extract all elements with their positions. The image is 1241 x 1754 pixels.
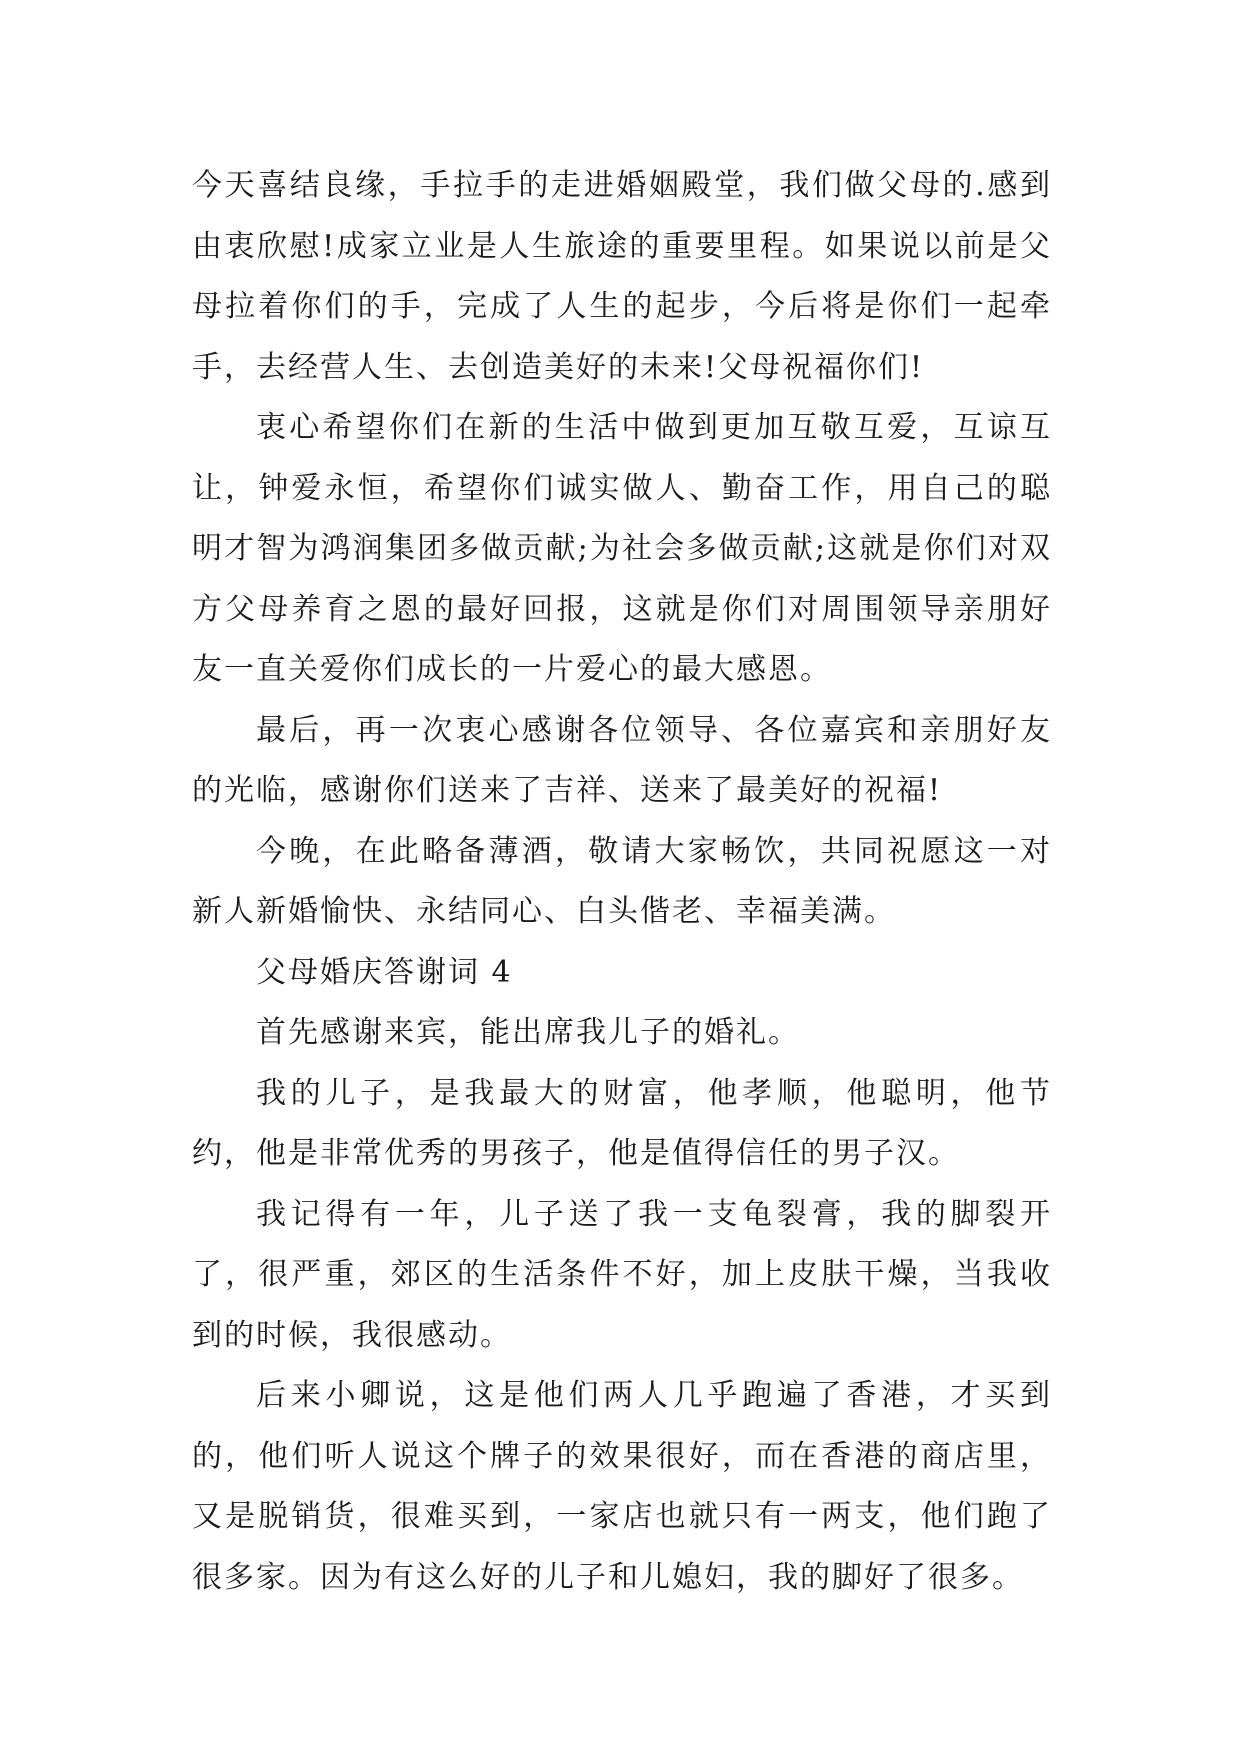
section-heading: 父母婚庆答谢词 4 (256, 954, 513, 990)
document-page (192, 156, 1052, 1608)
paragraph-4: 今晚，在此略备薄酒，敬请大家畅饮，共同祝愿这一对新人新婚愉快、永结同心、白头偕老、幸福美满。 (192, 833, 1052, 929)
paragraph-9: 后来小卿说，这是他们两人几乎跑遍了香港，才买到的，他们听人说这个牌子的效果很好，而在香港的商店里，又是脱销货，很难买到，一家店也就只有一两支，他们跑了很多家。因为有这么好的儿子和儿媳妇，我的脚好了很多。 (192, 1378, 1052, 1595)
paragraph-2: 衷心希望你们在新的生活中做到更加互敬互爱，互谅互让，钟爱永恒，希望你们诚实做人、勤奋工作，用自己的聪明才智为鸿润集团多做贡献;为社会多做贡献;这就是你们对双方父母养育之恩的最好回报，这就是你们对周围领导亲朋好友一直关爱你们成长的一片爱心的最大感恩。 (192, 410, 1052, 687)
paragraph-3: 最后，再一次衷心感谢各位领导、各位嘉宾和亲朋好友的光临，感谢你们送来了吉祥、送来了最美好的祝福! (192, 712, 1052, 808)
paragraph-1: 今天喜结良缘，手拉手的走进婚姻殿堂，我们做父母的.感到由衷欣慰!成家立业是人生旅途的重要里程。如果说以前是父母拉着你们的手，完成了人生的起步，今后将是你们一起牵手，去经营人生、去创造美好的未来!父母祝福你们! (192, 168, 1052, 385)
paragraph-6: 首先感谢来宾，能出席我儿子的婚礼。 (256, 1015, 800, 1050)
paragraph-7: 我的儿子，是我最大的财富，他孝顺，他聪明，他节约，他是非常优秀的男孩子，他是值得信任的男子汉。 (192, 1075, 1052, 1171)
paragraph-8: 我记得有一年，儿子送了我一支龟裂膏，我的脚裂开了，很严重，郊区的生活条件不好，加上皮肤干燥，当我收到的时候，我很感动。 (192, 1196, 1052, 1353)
